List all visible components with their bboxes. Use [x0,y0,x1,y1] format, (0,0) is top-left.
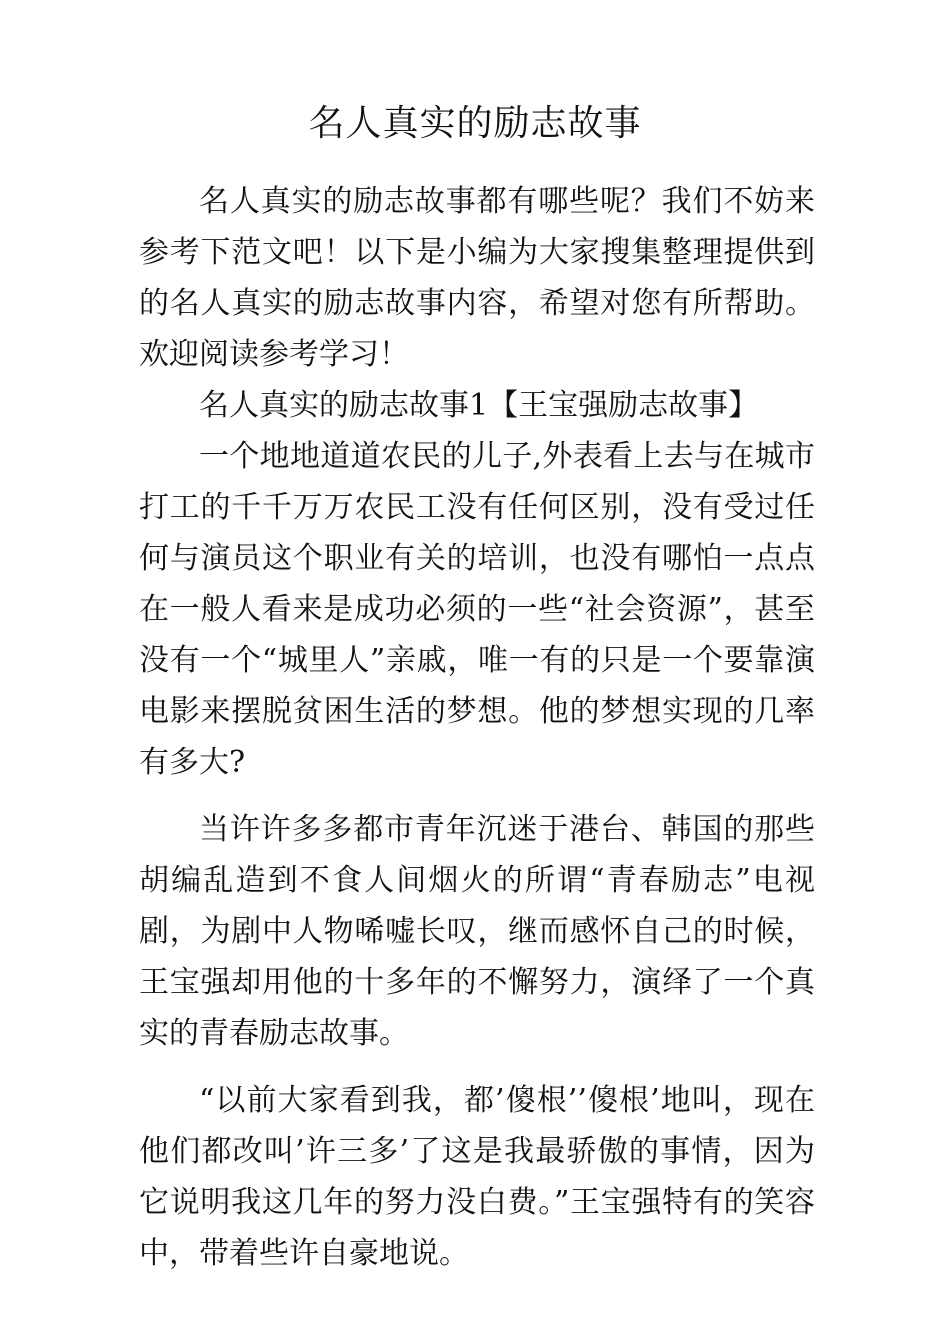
paragraph-intro: 名人真实的励志故事都有哪些呢？我们不妨来参考下范文吧！以下是小编为大家搜集整理提供到的名人真实的励志故事内容，希望对您有所帮助。欢迎阅读参考学习！ [139,184,815,372]
document-body [139,176,815,1279]
paragraph-contrast: 当许许多多都市青年沉迷于港台、韩国的那些胡编乱造到不食人间烟火的所谓“青春励志”电视剧，为剧中人物唏嘘长叹，继而感怀自己的时候，王宝强却用他的十多年的不懈努力，演绎了一个真实的青春励志故事。 [139,812,815,1051]
paragraph-quote: “以前大家看到我，都’傻根’’傻根’地叫，现在他们都改叫’许三多’了这是我最骄傲的事情，因为它说明我这几年的努力没白费。”王宝强特有的笑容中，带着些许自豪地说。 [139,1083,815,1271]
document-title: 名人真实的励志故事 [308,103,642,144]
section-heading: 名人真实的励志故事1【王宝强励志故事】 [199,388,759,423]
paragraph-background: 一个地地道道农民的儿子,外表看上去与在城市打工的千千万万农民工没有任何区别，没有受过任何与演员这个职业有关的培训，也没有哪怕一点点在一般人看来是成功必须的一些“社会资源”，甚至没有一个“城里人”亲戚，唯一有的只是一个要靠演电影来摆脱贫困生活的梦想。他的梦想实现的几率有多大? [139,439,815,780]
